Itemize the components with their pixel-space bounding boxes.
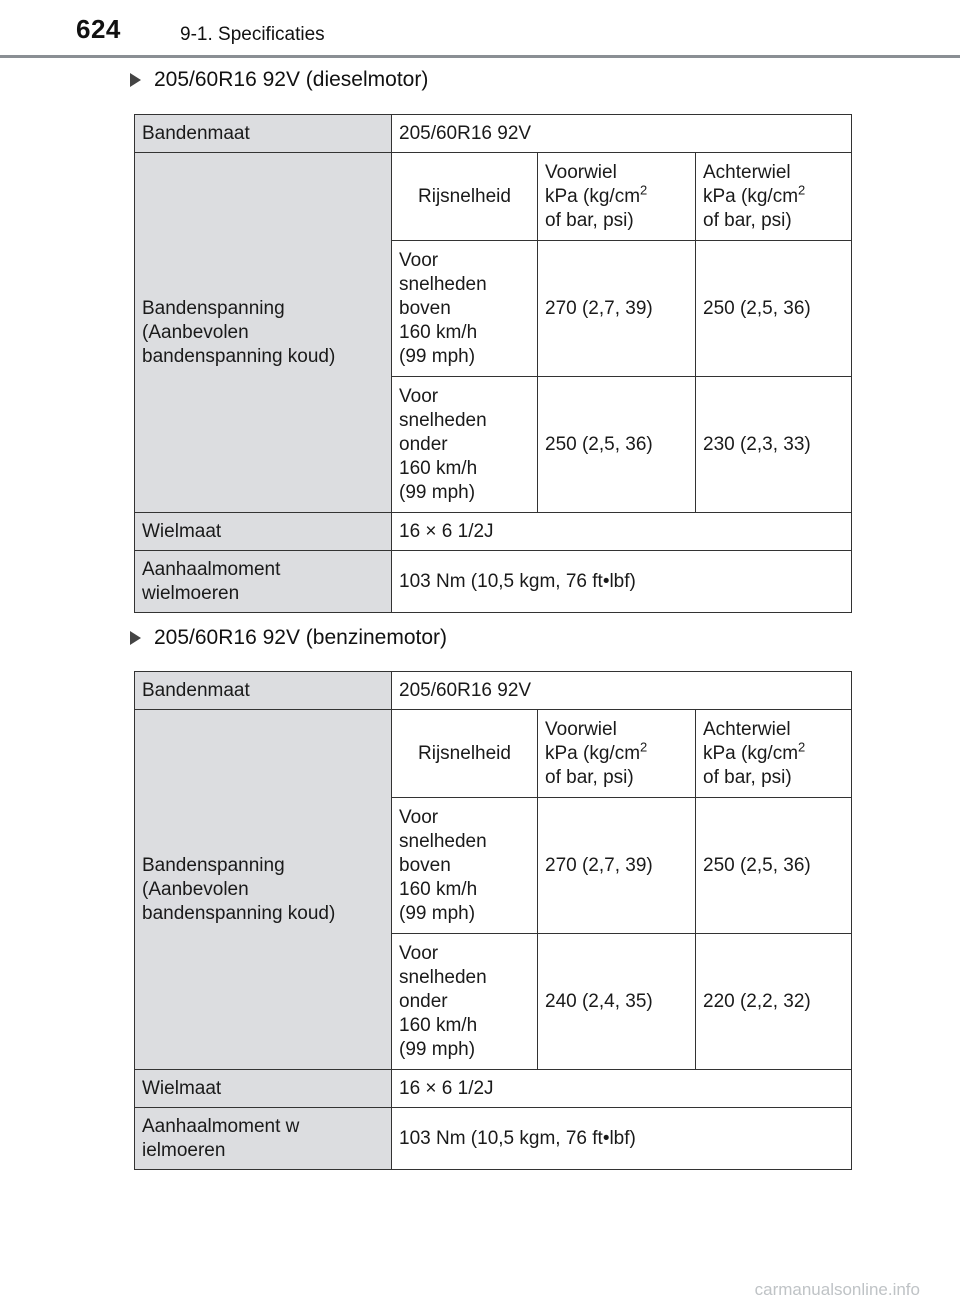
- speed-line: (99 mph): [399, 1038, 476, 1060]
- wheel-size-value: 16 × 6 1/2J: [392, 513, 852, 551]
- spec-table-diesel: [134, 114, 852, 613]
- front-pressure: 240 (2,4, 35): [538, 934, 696, 1070]
- rear-header: [696, 153, 852, 241]
- torque-label: [135, 551, 392, 613]
- table-row: [135, 513, 852, 551]
- speed-line: (99 mph): [399, 345, 476, 367]
- arrow-bullet-icon: [130, 73, 141, 87]
- table-row: [135, 672, 852, 710]
- table-row: [135, 1108, 852, 1170]
- pressure-label: Bandenspanning (Aanbevolen bandenspanning koud): [135, 710, 392, 1070]
- tire-size-value: 205/60R16 92V: [392, 115, 852, 153]
- page-number: 624: [76, 14, 121, 44]
- tire-size-label: Bandenmaat: [135, 115, 392, 153]
- subheading-petrol: [130, 626, 447, 650]
- rear-pressure: 220 (2,2, 32): [696, 934, 852, 1070]
- front-header-unit-text: kPa (kg/cm: [545, 742, 641, 764]
- speed-line: snelheden: [399, 273, 487, 295]
- speed-line: snelheden: [399, 830, 487, 852]
- speed-line: 160 km/h: [399, 321, 478, 343]
- spec-table-petrol: [134, 671, 852, 1170]
- speed-line: (99 mph): [399, 902, 476, 924]
- speed-cell: [392, 377, 538, 513]
- speed-cell: [392, 241, 538, 377]
- rear-header: [696, 710, 852, 798]
- front-header-line: of bar, psi): [545, 766, 634, 788]
- speed-header: Rijsnelheid: [392, 710, 538, 798]
- rear-header-line: of bar, psi): [703, 766, 792, 788]
- torque-label-line: Aanhaalmoment: [142, 558, 281, 580]
- table-row: [135, 153, 852, 241]
- speed-line: (99 mph): [399, 481, 476, 503]
- arrow-bullet-icon: [130, 631, 141, 645]
- tire-size-label: Bandenmaat: [135, 672, 392, 710]
- rear-header-line: Achterwiel: [703, 718, 791, 740]
- speed-line: snelheden: [399, 966, 487, 988]
- front-header-line: Voorwiel: [545, 718, 617, 740]
- speed-line: snelheden: [399, 409, 487, 431]
- speed-line: onder: [399, 433, 448, 455]
- torque-value: 103 Nm (10,5 kgm, 76 ft•lbf): [392, 551, 852, 613]
- front-header: [538, 710, 696, 798]
- front-header: [538, 153, 696, 241]
- speed-line: boven: [399, 854, 451, 876]
- speed-line: boven: [399, 297, 451, 319]
- rear-header-unit: [703, 182, 844, 209]
- subheading-text: 205/60R16 92V (benzinemotor): [154, 626, 448, 649]
- header-divider: [0, 55, 960, 58]
- torque-label: [135, 1108, 392, 1170]
- page-header: [0, 0, 960, 60]
- front-header-line: of bar, psi): [545, 209, 634, 231]
- front-header-line: Voorwiel: [545, 161, 617, 183]
- speed-line: Voor: [399, 806, 439, 828]
- speed-line: 160 km/h: [399, 457, 478, 479]
- subheading-text: 205/60R16 92V (dieselmotor): [154, 68, 429, 91]
- rear-header-unit-text: kPa (kg/cm: [703, 185, 799, 207]
- watermark: carmanualsonline.info: [754, 1280, 920, 1299]
- speed-cell: [392, 798, 538, 934]
- torque-label-line: ielmoeren: [142, 1139, 226, 1161]
- speed-cell: [392, 934, 538, 1070]
- table-row: [135, 710, 852, 798]
- torque-label-line: wielmoeren: [142, 582, 240, 604]
- rear-header-line: of bar, psi): [703, 209, 792, 231]
- wheel-size-value: 16 × 6 1/2J: [392, 1070, 852, 1108]
- rear-pressure: 250 (2,5, 36): [696, 241, 852, 377]
- front-pressure: 270 (2,7, 39): [538, 798, 696, 934]
- front-header-unit-text: kPa (kg/cm: [545, 185, 641, 207]
- tire-size-value: 205/60R16 92V: [392, 672, 852, 710]
- speed-line: 160 km/h: [399, 878, 478, 900]
- section-title: 9-1. Specificaties: [180, 24, 325, 45]
- wheel-size-label: Wielmaat: [135, 1070, 392, 1108]
- torque-label-line: Aanhaalmoment w: [142, 1115, 300, 1137]
- torque-value: 103 Nm (10,5 kgm, 76 ft•lbf): [392, 1108, 852, 1170]
- rear-pressure: 250 (2,5, 36): [696, 798, 852, 934]
- speed-header: Rijsnelheid: [392, 153, 538, 241]
- speed-line: Voor: [399, 942, 439, 964]
- pressure-label: Bandenspanning (Aanbevolen bandenspanning koud): [135, 153, 392, 513]
- subheading-diesel: [130, 68, 428, 92]
- speed-line: 160 km/h: [399, 1014, 478, 1036]
- front-pressure: 270 (2,7, 39): [538, 241, 696, 377]
- superscript: 2: [640, 182, 648, 198]
- table-row: [135, 115, 852, 153]
- rear-header-unit: [703, 739, 844, 766]
- table-row: [135, 1070, 852, 1108]
- rear-header-line: Achterwiel: [703, 161, 791, 183]
- rear-pressure: 230 (2,3, 33): [696, 377, 852, 513]
- front-header-unit: [545, 182, 688, 209]
- superscript: 2: [640, 739, 648, 755]
- table-row: [135, 551, 852, 613]
- superscript: 2: [798, 182, 806, 198]
- superscript: 2: [798, 739, 806, 755]
- front-pressure: 250 (2,5, 36): [538, 377, 696, 513]
- speed-line: Voor: [399, 385, 439, 407]
- rear-header-unit-text: kPa (kg/cm: [703, 742, 799, 764]
- speed-line: Voor: [399, 249, 439, 271]
- front-header-unit: [545, 739, 688, 766]
- speed-line: onder: [399, 990, 448, 1012]
- wheel-size-label: Wielmaat: [135, 513, 392, 551]
